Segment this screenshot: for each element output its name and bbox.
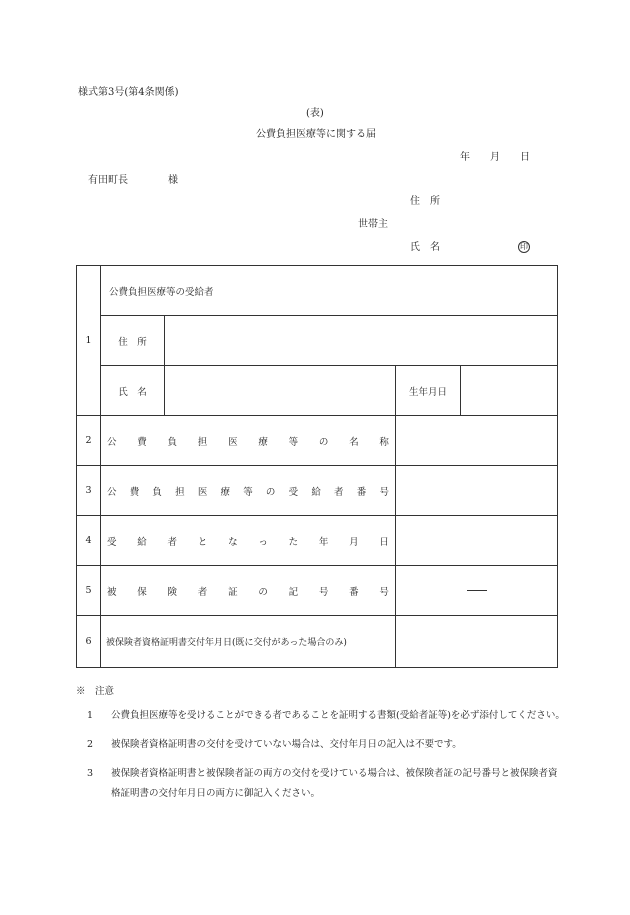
addressee: 有田町長 — [88, 175, 128, 186]
label-char: 番 — [356, 486, 367, 498]
list-item — [76, 735, 566, 755]
label-char: 療 — [258, 436, 268, 448]
label-char: 号 — [318, 586, 329, 598]
label-char: 者 — [167, 536, 178, 548]
form-id: 様式第3号(第4条関係) — [78, 87, 179, 98]
date-year-label: 年 — [460, 152, 470, 163]
label-char: 負 — [167, 436, 178, 448]
label-char: 費 — [129, 486, 140, 498]
label-char: 保 — [137, 586, 147, 598]
label-char: 受 — [288, 486, 299, 498]
separator-dash — [467, 590, 487, 591]
label-char: 号 — [379, 486, 389, 498]
table-row — [77, 566, 558, 616]
table-row — [77, 416, 558, 466]
label-char: た — [288, 536, 299, 548]
label-char: 記 — [288, 586, 299, 598]
birthdate-field[interactable] — [461, 366, 558, 416]
label-char: 者 — [334, 486, 344, 498]
recipient-name-label: 氏 名 — [101, 366, 165, 416]
insurance-card-number-label — [101, 584, 395, 598]
label-char: 公 — [107, 436, 117, 448]
certificate-issue-date-label: 被保険者資格証明書交付年月日(既に交付があった場合のみ) — [101, 616, 396, 668]
recipient-start-date-field[interactable] — [396, 516, 558, 566]
table-row — [77, 316, 558, 366]
label-char: 年 — [318, 536, 329, 548]
seal-mark: 印 — [520, 242, 528, 251]
row-number: 5 — [77, 566, 101, 616]
label-char: 給 — [311, 486, 321, 498]
applicant-address-label: 住 所 — [410, 196, 440, 207]
recipient-number-label — [101, 484, 395, 498]
row-number: 1 — [77, 266, 101, 416]
label-char: 公 — [107, 486, 117, 498]
label-char: 受 — [107, 536, 117, 548]
insurance-card-number-field[interactable] — [396, 566, 558, 616]
notes-heading: ※ 注意 — [76, 686, 115, 697]
recipient-address-field[interactable] — [165, 316, 558, 366]
table-row — [77, 516, 558, 566]
recipient-address-label: 住 所 — [101, 316, 165, 366]
label-char: 番 — [349, 586, 359, 598]
date-month-label: 月 — [490, 152, 500, 163]
row-number: 6 — [77, 616, 101, 668]
page-title: 公費負担医療等に関する届 — [256, 129, 376, 140]
label-char: な — [228, 536, 238, 548]
label-char: の — [258, 586, 268, 598]
row-number: 3 — [77, 466, 101, 516]
note-number: 3 — [87, 768, 94, 779]
date-day-label: 日 — [520, 152, 530, 163]
label-char: 担 — [197, 436, 208, 448]
public-expense-name-field[interactable] — [396, 416, 558, 466]
label-char: 険 — [167, 586, 178, 598]
birthdate-label: 生年月日 — [396, 366, 461, 416]
recipient-heading: 公費負担医療等の受給者 — [101, 266, 558, 316]
table-row — [77, 466, 558, 516]
label-char: 名 — [349, 436, 359, 448]
note-text: 公費負担医療等を受けることができる者であることを証明する書類(受給者証等)を必ず添付してください。 — [111, 710, 565, 721]
householder-label: 世帯主 — [358, 219, 388, 230]
label-char: 給 — [137, 536, 147, 548]
row-number: 2 — [77, 416, 101, 466]
label-char: と — [197, 536, 208, 548]
honorific: 様 — [168, 175, 178, 186]
label-char: っ — [258, 536, 268, 548]
applicant-name-label: 氏 名 — [410, 242, 440, 253]
table-row — [77, 366, 558, 416]
label-char: 称 — [379, 436, 389, 448]
label-char: 号 — [379, 586, 389, 598]
label-char: 月 — [349, 536, 359, 548]
note-number: 2 — [87, 739, 94, 750]
table-row — [77, 266, 558, 316]
label-char: の — [265, 486, 276, 498]
note-text: 被保険者資格証明書と被保険者証の両方の交付を受けている場合は、被保険者証の記号番号と被保険者資格証明書の交付年月日の両方に御記入ください。 — [111, 768, 558, 799]
note-text: 被保険者資格証明書の交付を受けていない場合は、交付年月日の記入は不要です。 — [111, 739, 462, 750]
label-char: 担 — [175, 486, 185, 498]
list-item — [76, 706, 566, 726]
form-side: (表) — [306, 108, 324, 119]
label-char: 療 — [220, 486, 231, 498]
label-char: 負 — [152, 486, 162, 498]
label-char: の — [318, 436, 329, 448]
label-char: 費 — [137, 436, 147, 448]
label-char: 者 — [197, 586, 208, 598]
certificate-issue-date-field[interactable] — [396, 616, 558, 668]
row-number: 4 — [77, 516, 101, 566]
recipient-start-date-label — [101, 534, 395, 548]
label-char: 医 — [197, 486, 208, 498]
form-table — [76, 265, 558, 668]
label-char: 等 — [288, 436, 299, 448]
notes-section — [76, 683, 566, 813]
label-char: 被 — [107, 586, 117, 598]
table-row — [77, 616, 558, 668]
label-char: 日 — [379, 536, 389, 548]
list-item — [76, 764, 566, 804]
label-char: 等 — [243, 486, 253, 498]
recipient-name-field[interactable] — [165, 366, 396, 416]
label-char: 医 — [228, 436, 238, 448]
public-expense-name-label — [101, 434, 395, 448]
note-number: 1 — [87, 710, 94, 721]
recipient-number-field[interactable] — [396, 466, 558, 516]
label-char: 証 — [228, 586, 238, 598]
